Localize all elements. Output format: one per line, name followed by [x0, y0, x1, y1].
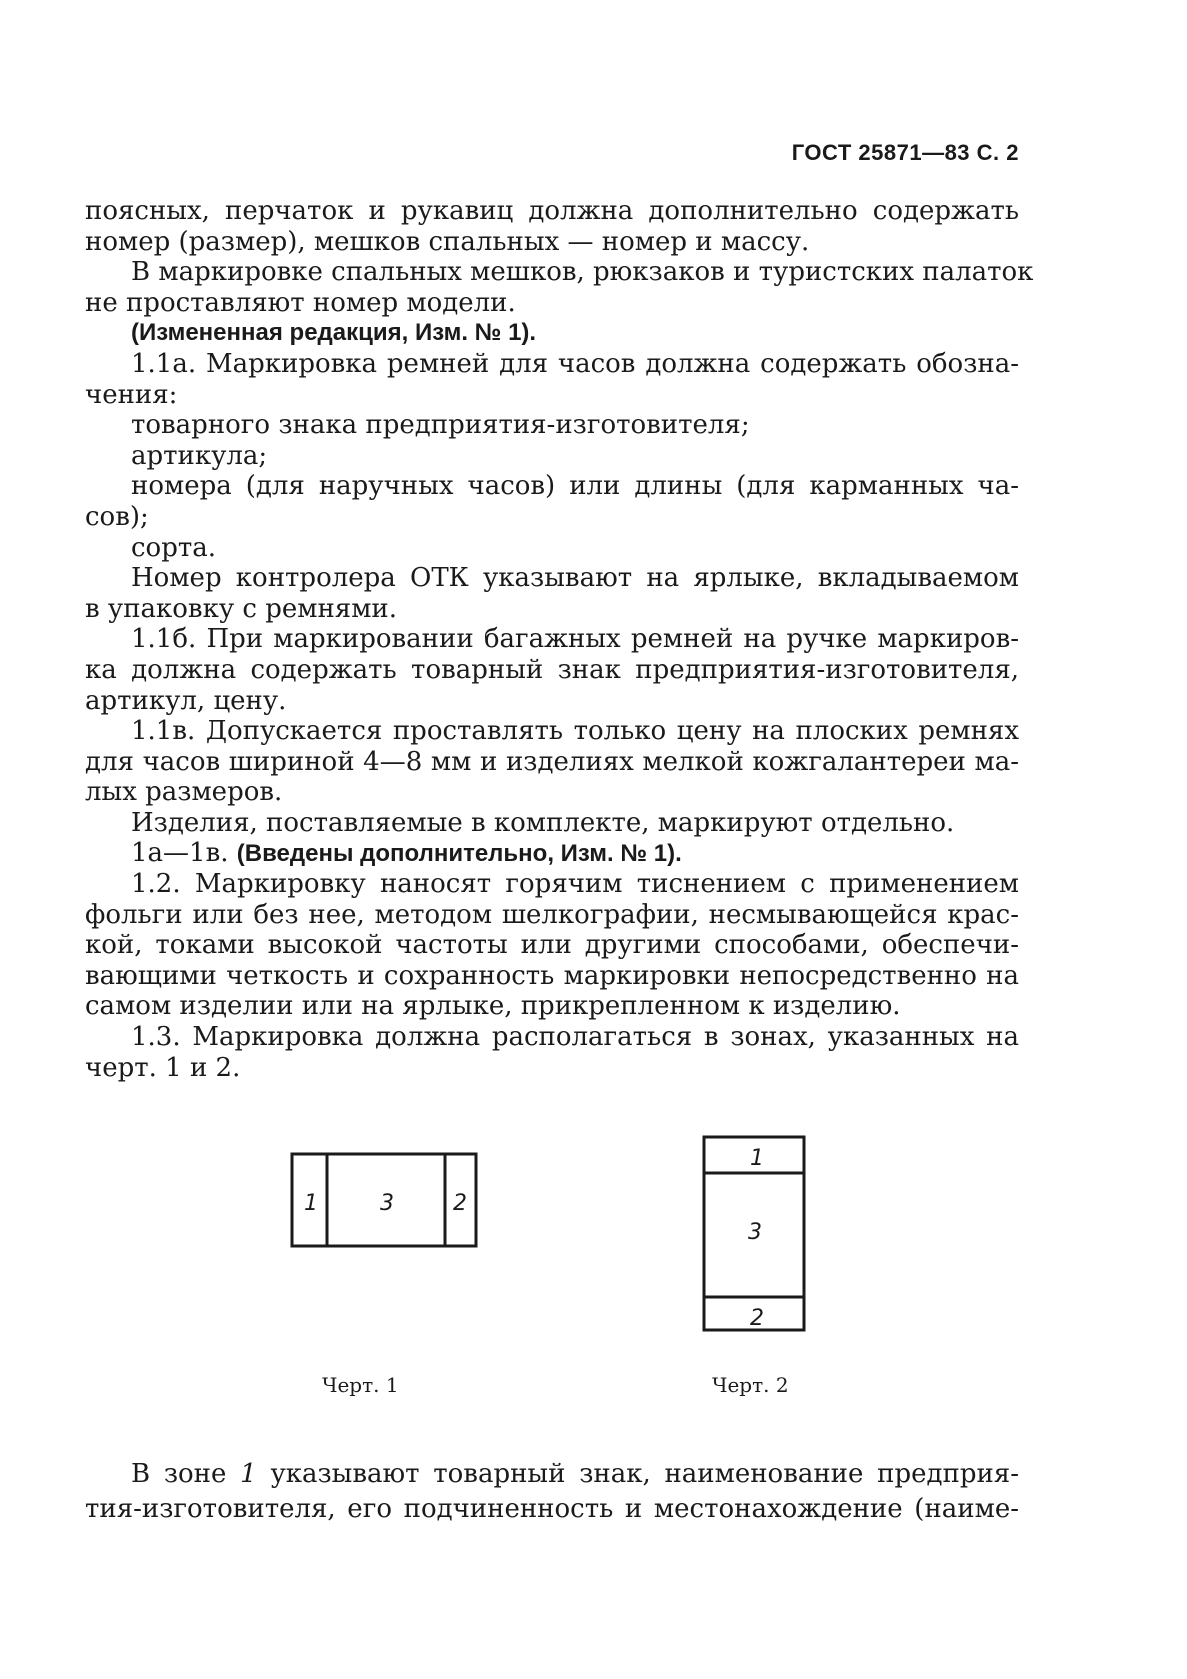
figure-2-diagram [700, 1135, 810, 1335]
page-header: ГОСТ 25871—83 С. 2 [791, 140, 1019, 165]
text-line: сорта. [131, 532, 217, 563]
clause-range: 1а—1в. [131, 838, 237, 869]
text-line: лых размеров. [85, 777, 283, 808]
fig1-zone-2-label: 2 [453, 1191, 467, 1216]
text-line: артикул, цену. [85, 685, 287, 716]
body-text [85, 196, 1034, 1083]
text-line: вающими четкость и сохранность маркировки непосредственно на [85, 960, 1019, 991]
text-line: фольги или без нее, методом шелкографии, несмывающейся крас- [85, 899, 1019, 930]
text-line: 1.1в. Допускается проставлять только цену на плоских ремнях [131, 716, 1019, 747]
text-line: 1.3. Маркировка должна располагаться в зонах, указанных на [131, 1022, 1019, 1053]
zone-ref: 1 [240, 1459, 257, 1489]
text-line: Изделия, поставляемые в комплекте, маркируют отдельно. [131, 807, 955, 838]
text-line: Номер контролера ОТК указывают на ярлыке, вкладываемом [131, 563, 1019, 594]
text-line: для часов шириной 4—8 мм и изделиях мелкой кожгалантереи ма- [85, 746, 1019, 777]
text-line: сов); [85, 501, 149, 532]
figure-1-diagram [290, 1152, 480, 1252]
text-line: самом изделии или на ярлыке, прикрепленном к изделию. [85, 991, 901, 1022]
text-line: 1.1а. Маркировка ремней для часов должна содержать обозна- [131, 348, 1019, 379]
amendment-text: (Введены дополнительно, Изм. № 1). [236, 840, 682, 868]
text-line: артикула; [131, 440, 268, 471]
figure-2-caption: Черт. 2 [712, 1373, 789, 1397]
amendment-note: (Измененная редакция, Изм. № 1). [131, 319, 537, 347]
text-line: чения: [85, 379, 178, 410]
text-line: черт. 1 и 2. [85, 1052, 241, 1083]
fig1-zone-1-label: 1 [304, 1191, 318, 1216]
text-line: В зоне 1 указывают товарный знак, наименование предприя- [131, 1459, 1019, 1489]
fig1-zone-3-label: 3 [380, 1191, 394, 1216]
fig2-zone-1-label: 1 [750, 1146, 764, 1171]
text-line: кой, токами высокой частоты или другими способами, обеспечи- [85, 930, 1019, 961]
text-line: номер (размер), мешков спальных — номер и массу. [85, 226, 810, 257]
amendment-note [85, 838, 1019, 869]
text-line: поясных, перчаток и рукавиц должна дополнительно содержать [85, 196, 1019, 226]
text-line: номера (для наручных часов) или длины (для карманных ча- [131, 471, 1019, 502]
text-line: ка должна содержать товарный знак предприятия-изготовителя, [85, 654, 1019, 685]
text-line: 1.1б. При маркировании багажных ремней на ручке маркиров- [131, 624, 1019, 655]
fig2-zone-3-label: 3 [748, 1220, 762, 1245]
text-line: тия-изготовителя, его подчиненность и местонахождение (наиме- [85, 1494, 1019, 1524]
fig2-zone-2-label: 2 [750, 1306, 764, 1331]
text-line: 1.2. Маркировку наносят горячим тиснением с применением [131, 869, 1019, 900]
bottom-paragraph [85, 1457, 1019, 1527]
text-line: В маркировке спальных мешков, рюкзаков и туристских палаток [131, 257, 1034, 288]
text-line: в упаковку с ремнями. [85, 593, 398, 624]
figure-1-caption: Черт. 1 [322, 1373, 399, 1397]
text-line: товарного знака предприятия-изготовителя; [131, 410, 750, 441]
text-line: не проставляют номер модели. [85, 287, 516, 318]
